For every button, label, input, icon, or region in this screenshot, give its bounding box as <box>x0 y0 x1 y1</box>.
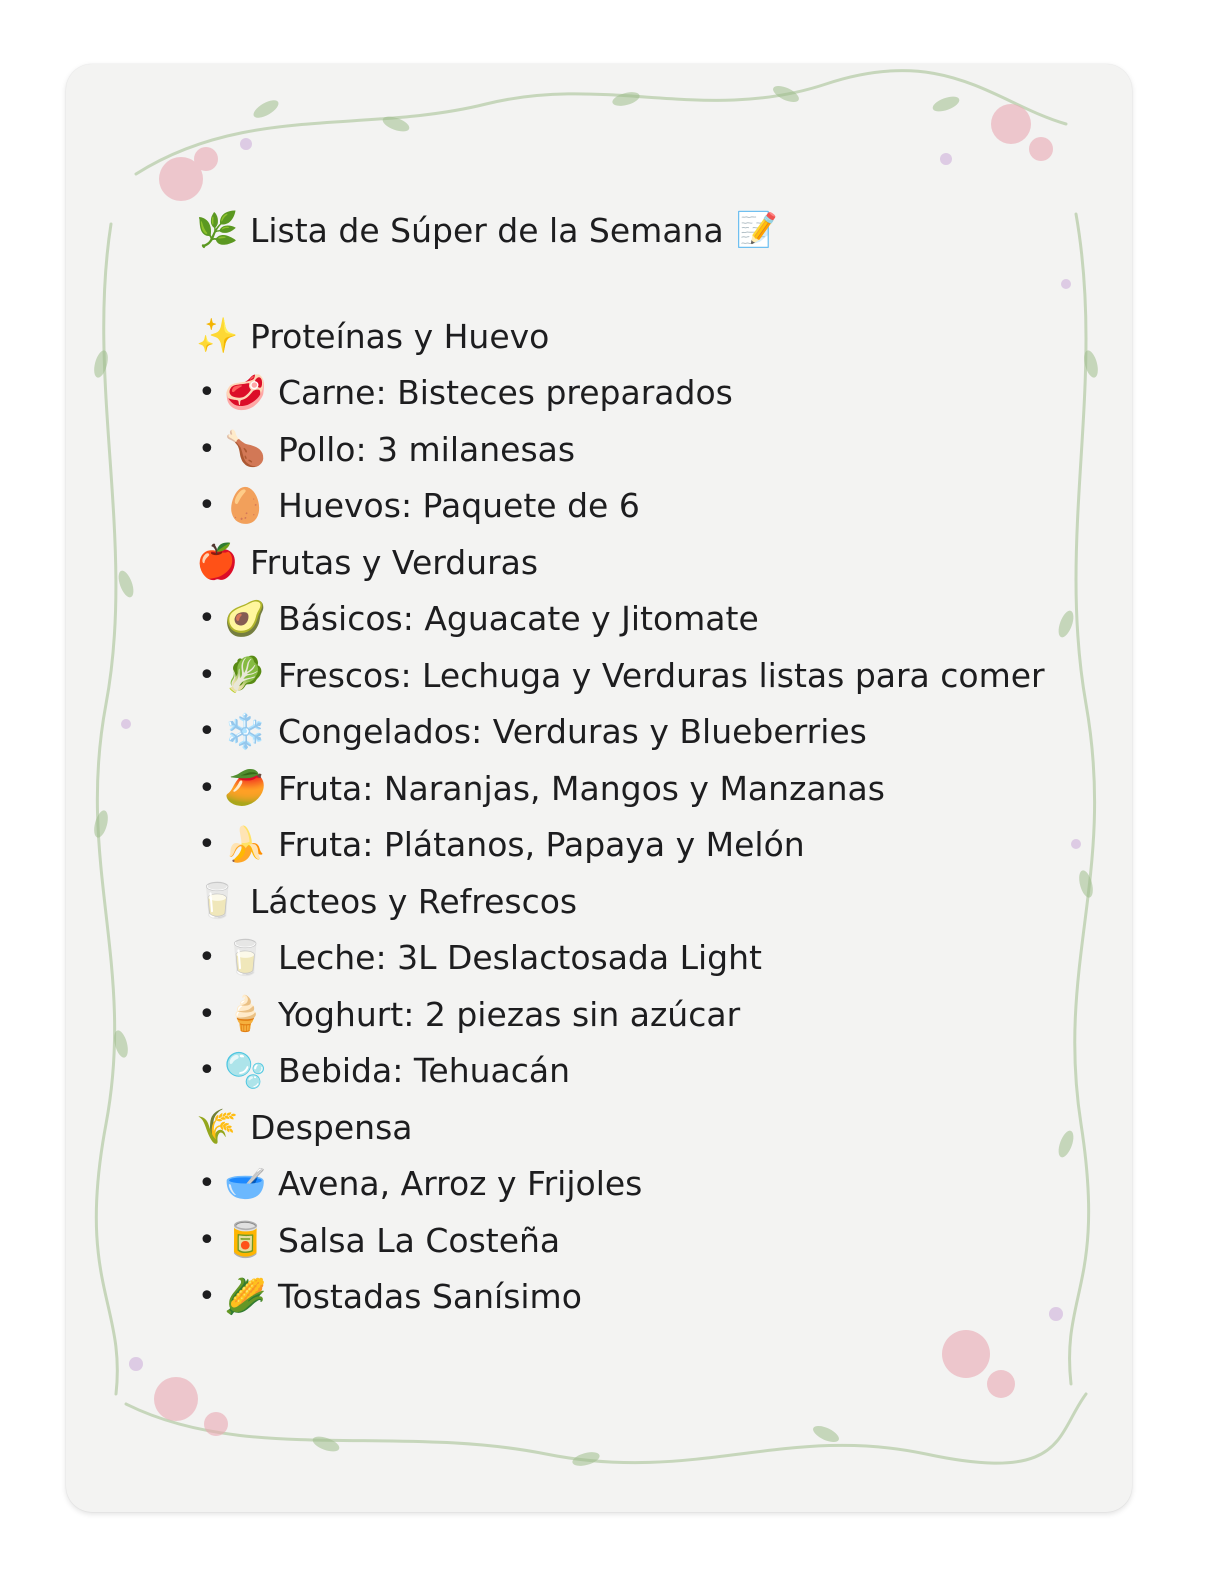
egg-icon: 🥚 <box>224 485 267 526</box>
list-item <box>196 647 1096 704</box>
list-item <box>196 986 1096 1043</box>
memo-icon: 📝 <box>735 210 779 250</box>
item-text: Pollo: 3 milanesas <box>278 429 576 469</box>
bullet: • <box>198 714 216 750</box>
list-title <box>196 202 1096 258</box>
avocado-icon: 🥑 <box>224 598 267 639</box>
item-text: Leche: 3L Deslactosada Light <box>278 938 762 978</box>
mango-icon: 🥭 <box>224 768 267 809</box>
item-text: Frescos: Lechuga y Verduras listas para comer <box>278 655 1045 695</box>
section-label: Frutas y Verduras <box>250 542 539 582</box>
section-label: Proteínas y Huevo <box>250 316 550 356</box>
sparkles-icon: ✨ <box>196 316 239 357</box>
milk-glass-icon: 🥛 <box>196 881 239 922</box>
list-item <box>196 1043 1096 1100</box>
item-text: Tostadas Sanísimo <box>278 1277 582 1317</box>
bullet: • <box>198 1279 216 1315</box>
section-label: Lácteos y Refrescos <box>250 881 578 921</box>
milk-glass-icon: 🥛 <box>224 937 267 978</box>
bullet: • <box>198 1166 216 1202</box>
bullet: • <box>198 1053 216 1089</box>
list-item <box>196 930 1096 987</box>
section-label: Despensa <box>250 1107 413 1147</box>
list-item <box>196 1269 1096 1326</box>
list-item <box>196 704 1096 761</box>
list-item <box>196 365 1096 422</box>
meat-icon: 🥩 <box>224 372 267 413</box>
bullet: • <box>198 488 216 524</box>
item-text: Congelados: Verduras y Blueberries <box>278 712 867 752</box>
bubbles-icon: 🫧 <box>224 1050 267 1091</box>
corn-icon: 🌽 <box>224 1276 267 1317</box>
list-item <box>196 591 1096 648</box>
list-item <box>196 817 1096 874</box>
section-header-frutas <box>196 534 1096 591</box>
item-text: Fruta: Naranjas, Mangos y Manzanas <box>278 768 885 808</box>
bullet: • <box>198 996 216 1032</box>
title-text: Lista de Súper de la Semana <box>250 210 724 250</box>
item-text: Bebida: Tehuacán <box>278 1051 571 1091</box>
apple-icon: 🍎 <box>196 542 239 583</box>
snowflake-icon: ❄️ <box>224 711 267 752</box>
bullet: • <box>198 601 216 637</box>
ice-cream-icon: 🍦 <box>224 994 267 1035</box>
item-text: Fruta: Plátanos, Papaya y Melón <box>278 825 805 865</box>
item-text: Huevos: Paquete de 6 <box>278 486 640 526</box>
list-item <box>196 760 1096 817</box>
bullet: • <box>198 827 216 863</box>
item-text: Carne: Bisteces preparados <box>278 373 733 413</box>
bullet: • <box>198 375 216 411</box>
bowl-spoon-icon: 🥣 <box>224 1163 267 1204</box>
banana-icon: 🍌 <box>224 824 267 865</box>
list-item <box>196 1156 1096 1213</box>
chicken-leg-icon: 🍗 <box>224 429 267 470</box>
note-card <box>66 64 1132 1512</box>
list-item <box>196 421 1096 478</box>
item-text: Salsa La Costeña <box>278 1220 561 1260</box>
canned-food-icon: 🥫 <box>224 1220 267 1261</box>
leafy-green-icon: 🥬 <box>224 655 267 696</box>
bullet: • <box>198 770 216 806</box>
item-text: Yoghurt: 2 piezas sin azúcar <box>278 994 741 1034</box>
rice-sheaf-icon: 🌾 <box>196 1107 239 1148</box>
bullet: • <box>198 431 216 467</box>
list-item <box>196 1212 1096 1269</box>
bullet: • <box>198 1222 216 1258</box>
section-header-lacteos <box>196 873 1096 930</box>
item-text: Avena, Arroz y Frijoles <box>278 1164 643 1204</box>
item-text: Básicos: Aguacate y Jitomate <box>278 599 759 639</box>
bullet: • <box>198 657 216 693</box>
herb-icon: 🌿 <box>196 210 239 250</box>
bullet: • <box>198 940 216 976</box>
section-header-despensa <box>196 1099 1096 1156</box>
shopping-list <box>196 202 1096 1325</box>
section-header-proteinas <box>196 308 1096 365</box>
list-item <box>196 478 1096 535</box>
